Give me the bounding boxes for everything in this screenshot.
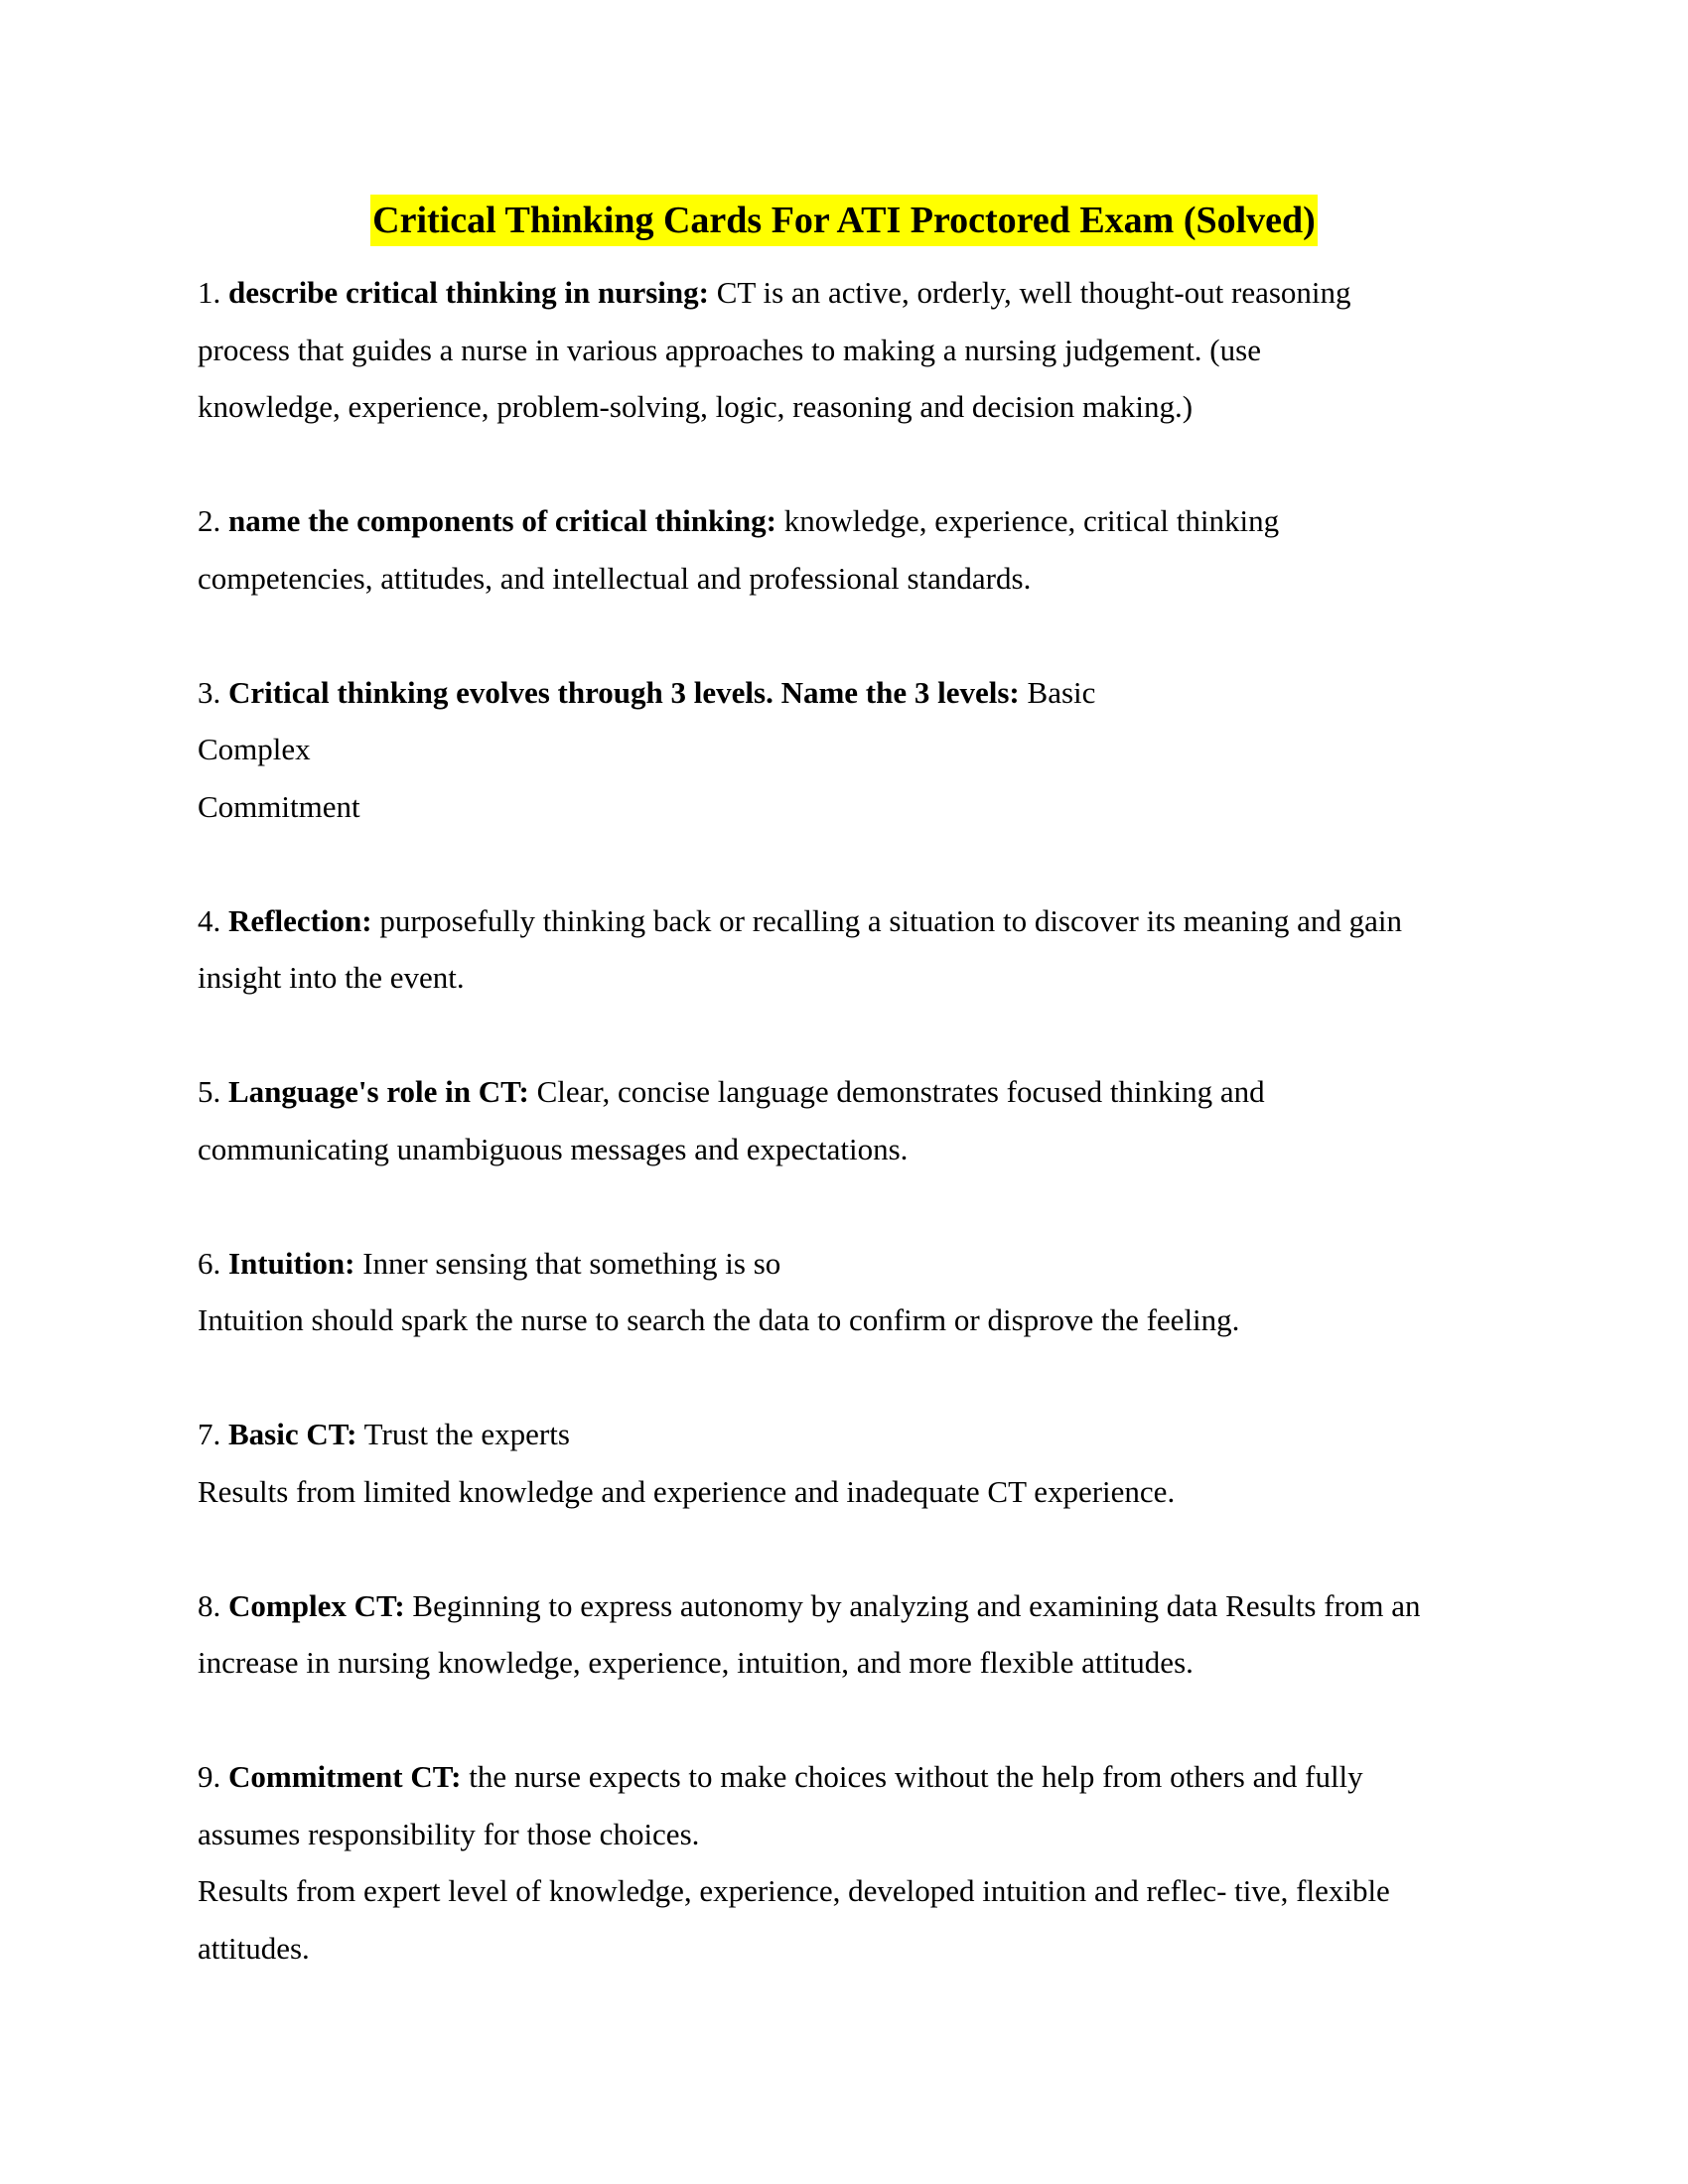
card-answer-text: Intuition should spark the nurse to search the data to confirm or disprove the feeling.: [198, 1302, 1240, 1337]
card-line: [198, 721, 1518, 778]
card-answer-text: Results from limited knowledge and experience and inadequate CT experience.: [198, 1473, 1176, 1509]
card-first-line: [198, 1577, 1518, 1635]
card-line: [198, 1292, 1518, 1349]
card-number: 4.: [198, 902, 221, 938]
card-line: [198, 1634, 1518, 1692]
card-answer-text: attitudes.: [198, 1930, 310, 1966]
card-answer-text: Basic: [1019, 674, 1096, 710]
card-answer-text: Clear, concise language demonstrates focused thinking and: [528, 1074, 1265, 1109]
card-line: [198, 1121, 1518, 1178]
card-term: describe critical thinking in nursing:: [228, 275, 709, 310]
card-number: 6.: [198, 1245, 221, 1281]
card-entry: [198, 1406, 1518, 1520]
card-line: [198, 778, 1518, 836]
card-term: Commitment CT:: [228, 1759, 462, 1794]
card-answer-text: process that guides a nurse in various approaches to making a nursing judgement. (use: [198, 332, 1261, 367]
card-number: 5.: [198, 1074, 221, 1109]
card-answer-text: purposefully thinking back or recalling a situation to discover its meaning and gain: [371, 902, 1403, 938]
card-answer-text: knowledge, experience, problem-solving, logic, reasoning and decision making.): [198, 389, 1194, 424]
card-entry: [198, 1577, 1518, 1692]
card-number: 8.: [198, 1587, 221, 1623]
card-answer-text: Beginning to express autonomy by analyzing and examining data Results from an: [404, 1587, 1421, 1623]
card-answer-text: Commitment: [198, 788, 360, 824]
card-first-line: [198, 492, 1518, 550]
card-entry: [198, 492, 1518, 607]
card-line: [198, 322, 1518, 379]
card-answer-text: competencies, attitudes, and intellectual and professional standards.: [198, 560, 1032, 596]
card-first-line: [198, 1063, 1518, 1121]
card-line: [198, 1806, 1518, 1863]
card-answer-text: Results from expert level of knowledge, experience, developed intuition and reflec- tive, flexible: [198, 1873, 1390, 1908]
card-entry: [198, 264, 1518, 436]
card-first-line: [198, 664, 1518, 722]
card-entry: [198, 1748, 1518, 1977]
card-answer-text: insight into the event.: [198, 960, 465, 995]
card-first-line: [198, 264, 1518, 322]
card-number: 2.: [198, 503, 221, 538]
card-entry: [198, 664, 1518, 836]
card-term: Reflection:: [228, 902, 372, 938]
card-answer-text: Trust the experts: [356, 1417, 570, 1451]
card-entry: [198, 892, 1518, 1007]
card-line: [198, 378, 1518, 436]
card-term: Complex CT:: [228, 1587, 405, 1623]
card-entry: [198, 1235, 1518, 1349]
card-line: [198, 1862, 1518, 1920]
card-number: 1.: [198, 275, 221, 310]
card-number: 3.: [198, 674, 221, 710]
card-answer-text: communicating unambiguous messages and expectations.: [198, 1131, 909, 1166]
card-answer-text: assumes responsibility for those choices.: [198, 1816, 700, 1851]
card-first-line: [198, 1406, 1518, 1463]
card-first-line: [198, 1748, 1518, 1806]
card-answer-text: Inner sensing that something is so: [354, 1245, 781, 1281]
card-first-line: [198, 1235, 1518, 1293]
card-line: [198, 949, 1518, 1007]
card-number: 9.: [198, 1759, 221, 1794]
card-line: [198, 1920, 1518, 1978]
document-title: Critical Thinking Cards For ATI Proctored Exam (Solved): [370, 195, 1318, 246]
card-term: Basic CT:: [228, 1417, 357, 1451]
card-line: [198, 1463, 1518, 1521]
card-answer-text: the nurse expects to make choices without the help from others and fully: [461, 1759, 1363, 1794]
title-container: [0, 195, 1688, 246]
card-first-line: [198, 892, 1518, 950]
card-term: Critical thinking evolves through 3 levels. Name the 3 levels:: [228, 674, 1020, 710]
card-answer-text: Complex: [198, 732, 311, 766]
card-entry: [198, 1063, 1518, 1177]
card-line: [198, 550, 1518, 608]
card-term: Language's role in CT:: [228, 1074, 529, 1109]
card-term: name the components of critical thinking:: [228, 503, 776, 538]
card-list: [198, 264, 1518, 2034]
card-answer-text: increase in nursing knowledge, experience, intuition, and more flexible attitudes.: [198, 1645, 1194, 1680]
card-term: Intuition:: [228, 1245, 355, 1281]
card-answer-text: CT is an active, orderly, well thought-out reasoning: [708, 275, 1351, 310]
card-number: 7.: [198, 1417, 221, 1451]
card-answer-text: knowledge, experience, critical thinking: [775, 503, 1280, 538]
